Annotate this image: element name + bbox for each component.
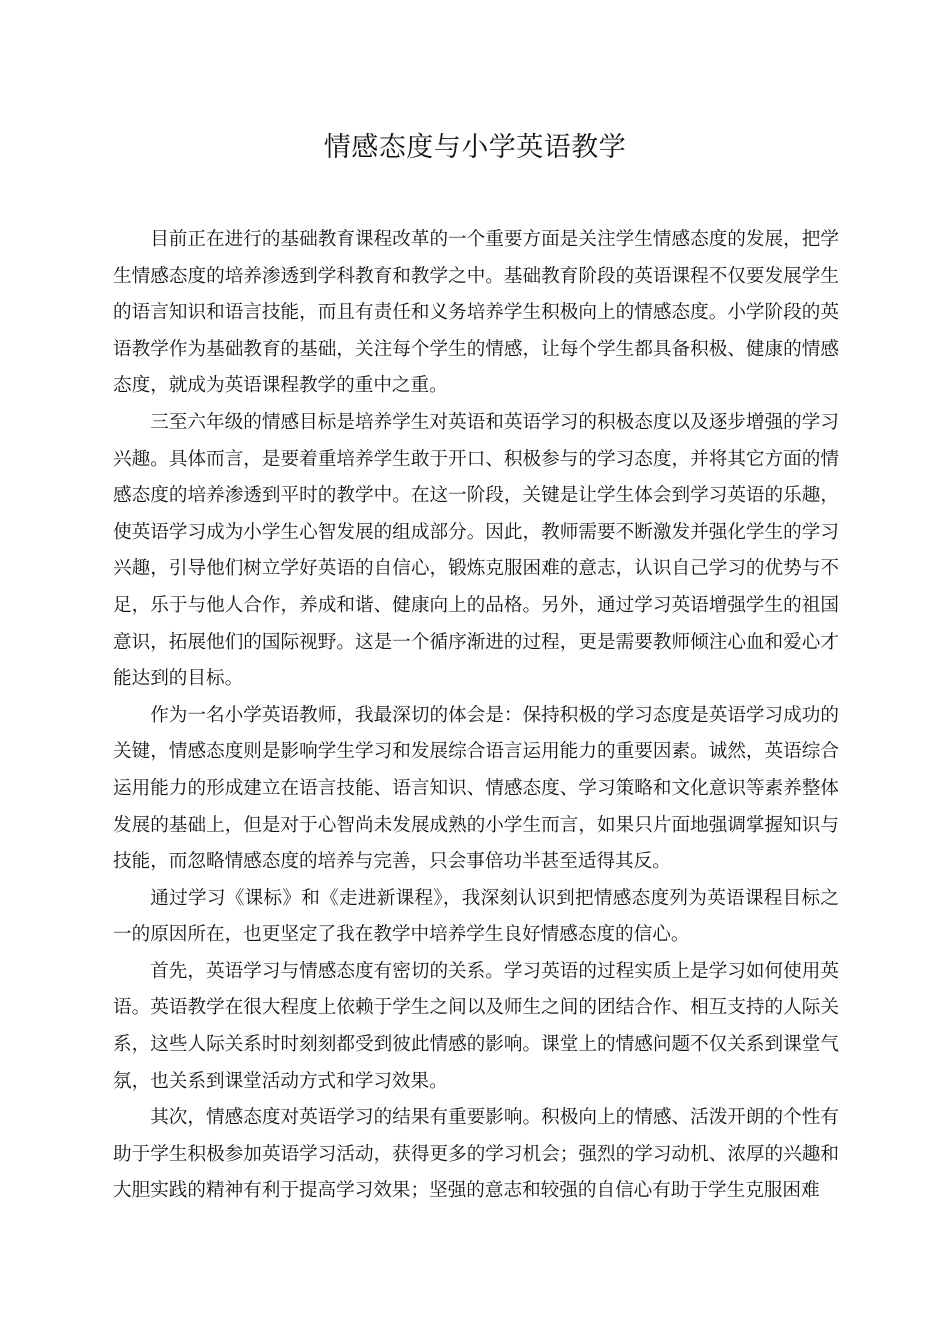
paragraph-2: 三至六年级的情感目标是培养学生对英语和英语学习的积极态度以及逐步增强的学习兴趣。具体而言，是要着重培养学生敢于开口、积极参与的学习态度，并将其它方面的情感态度的培养渗透到平时的教学中。在这一阶段，关键是让学生体会到学习英语的乐趣，使英语学习成为小学生心智发展的组成部分。因此，教师需要不断激发并强化学生的学习兴趣，引导他们树立学好英语的自信心，锻炼克服困难的意志，认识自己学习的优势与不足，乐于与他人合作，养成和谐、健康向上的品格。另外，通过学习英语增强学生的祖国意识，拓展他们的国际视野。这是一个循序渐进的过程，更是需要教师倾注心血和爱心才能达到的目标。 (113, 411, 839, 690)
paragraph-1: 目前正在进行的基础教育课程改革的一个重要方面是关注学生情感态度的发展，把学生情感态度的培养渗透到学科教育和教学之中。基础教育阶段的英语课程不仅要发展学生的语言知识和语言技能，而且有责任和义务培养学生积极向上的情感态度。小学阶段的英语教学作为基础教育的基础，关注每个学生的情感，让每个学生都具备积极、健康的情感态度，就成为英语课程教学的重中之重。 (113, 229, 839, 397)
paragraph-4: 通过学习《课标》和《走进新课程》，我深刻认识到把情感态度列为英语课程目标之一的原因所在，也更坚定了我在教学中培养学生良好情感态度的信心。 (113, 887, 839, 946)
paragraph-6: 其次，情感态度对英语学习的结果有重要影响。积极向上的情感、活泼开朗的个性有助于学生积极参加英语学习活动，获得更多的学习机会；强烈的学习动机、浓厚的兴趣和大胆实践的精神有利于提高学习效果；坚强的意志和较强的自信心有助于学生克服困难 (113, 1107, 839, 1202)
paragraph-5: 首先，英语学习与情感态度有密切的关系。学习英语的过程实质上是学习如何使用英语。英语教学在很大程度上依赖于学生之间以及师生之间的团结合作、相互支持的人际关系，这些人际关系时时刻刻都受到彼此情感的影响。课堂上的情感问题不仅关系到课堂气氛，也关系到课堂活动方式和学习效果。 (113, 960, 839, 1092)
document-body (113, 222, 839, 1210)
paragraph-3: 作为一名小学英语教师，我最深切的体会是：保持积极的学习态度是英语学习成功的关键，情感态度则是影响学生学习和发展综合语言运用能力的重要因素。诚然，英语综合运用能力的形成建立在语言技能、语言知识、情感态度、学习策略和文化意识等素养整体发展的基础上，但是对于心智尚未发展成熟的小学生而言，如果只片面地强调掌握知识与技能，而忽略情感态度的培养与完善，只会事倍功半甚至适得其反。 (113, 704, 839, 873)
document-title: 情感态度与小学英语教学 (323, 132, 627, 163)
